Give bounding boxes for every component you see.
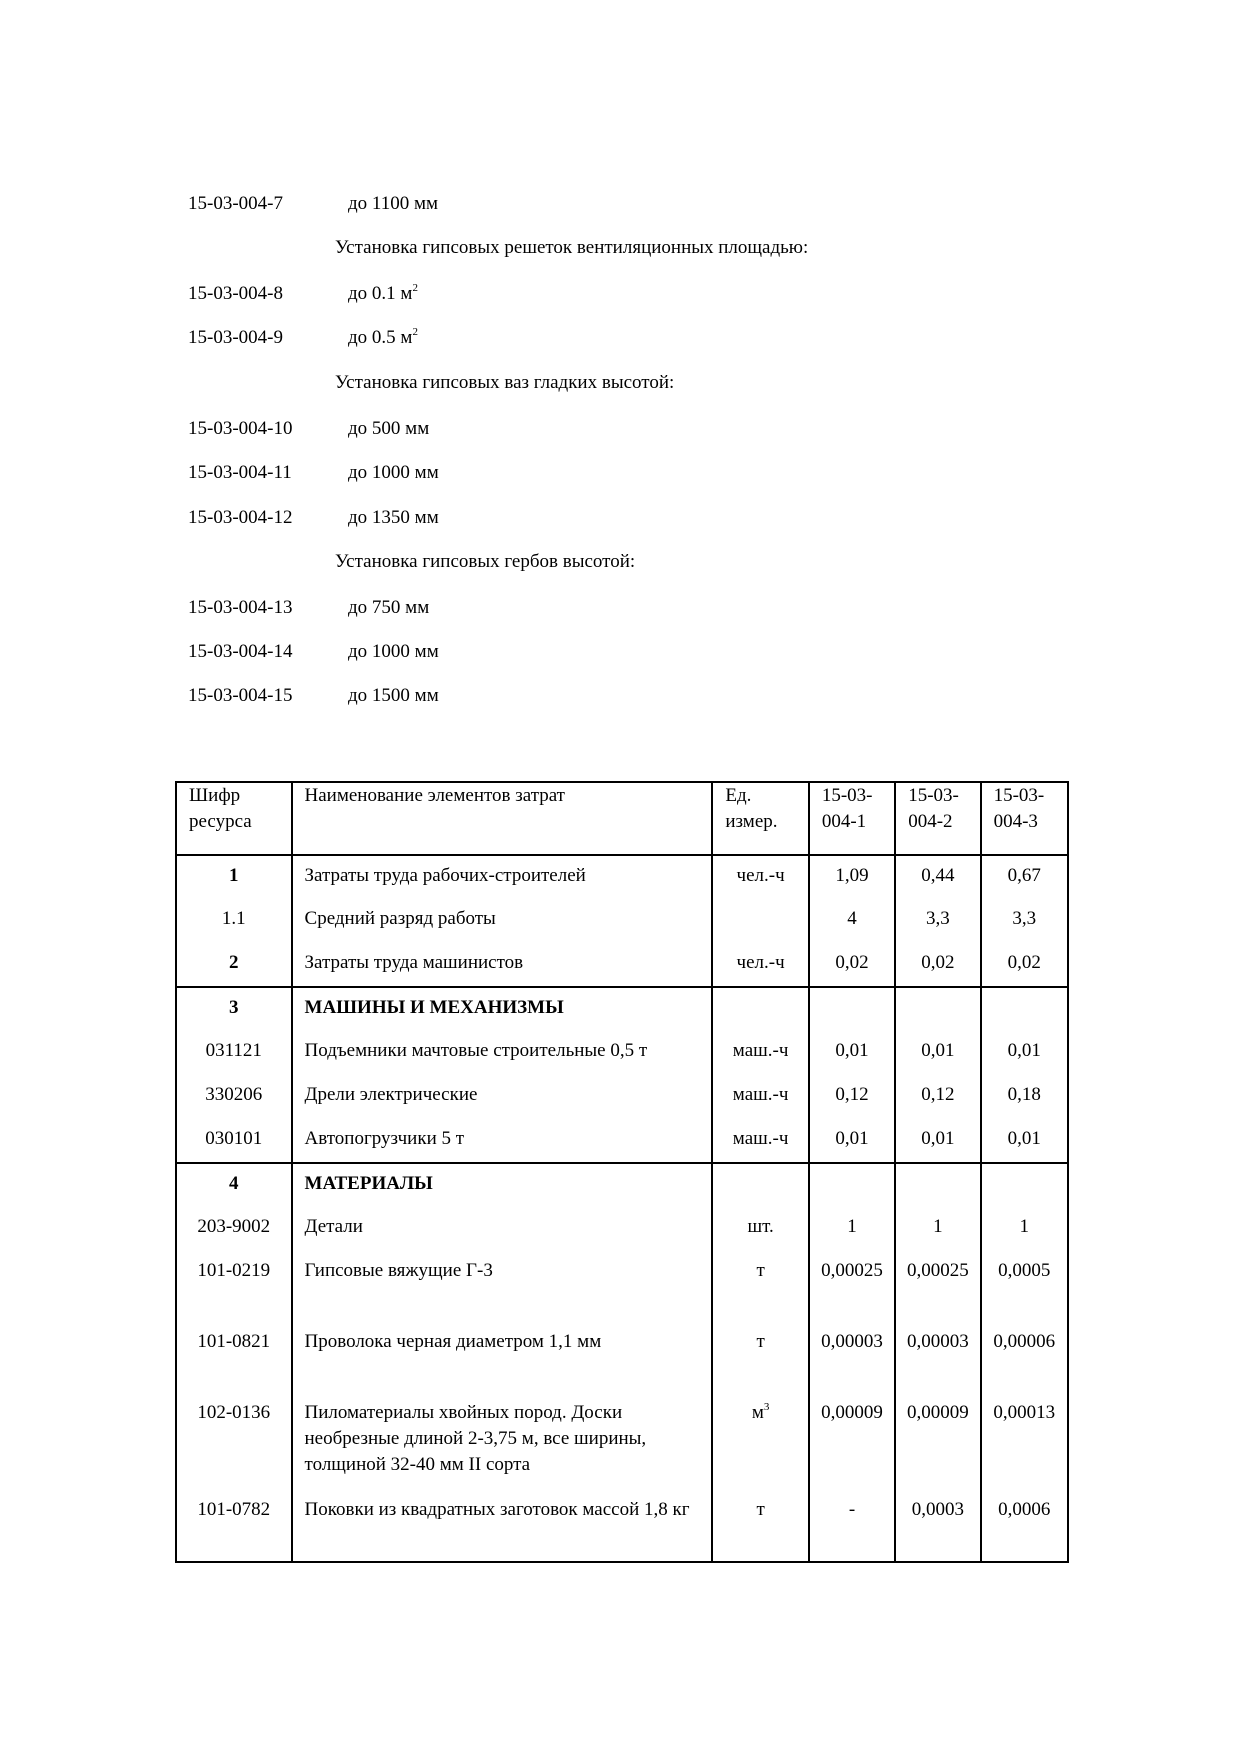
table-row [176, 855, 1068, 899]
item-code: 15-03-004-13 [188, 597, 293, 618]
value-cell [809, 1163, 895, 1207]
group-heading: Установка гипсовых гербов высотой: [335, 551, 636, 572]
resource-table [175, 781, 1069, 1563]
value-cell: 0,00009 [895, 1393, 980, 1490]
resource-code-cell: 101-0821 [176, 1322, 292, 1393]
resource-name-cell: Дрели электрические [292, 1075, 713, 1119]
resource-code-cell: 203-9002 [176, 1207, 292, 1251]
value-cell: 3,3 [981, 899, 1068, 943]
resource-code-cell: 2 [176, 943, 292, 987]
group-heading: Установка гипсовых ваз гладких высотой: [335, 372, 675, 393]
resource-name-cell: Детали [292, 1207, 713, 1251]
unit-cell: чел.-ч [712, 943, 808, 987]
value-cell [981, 1163, 1068, 1207]
resource-code-cell: 101-0219 [176, 1251, 292, 1322]
item-description [348, 597, 429, 619]
value-cell: 0,67 [981, 855, 1068, 899]
item-description-text: до 1500 мм [348, 685, 439, 706]
item-description-text: до 500 мм [348, 418, 430, 439]
value-cell: 0,0006 [981, 1490, 1068, 1562]
table-row [176, 1251, 1068, 1322]
resource-name-cell: Проволока черная диаметром 1,1 мм [292, 1322, 713, 1393]
resource-name-cell: Затраты труда рабочих-строителей [292, 855, 713, 899]
unit-cell: маш.-ч [712, 1119, 808, 1163]
table-header-cell: Шифр ресурса [176, 782, 292, 855]
unit-cell: т [712, 1490, 808, 1562]
unit-cell [712, 1393, 808, 1490]
item-description [348, 327, 418, 349]
unit-cell: маш.-ч [712, 1031, 808, 1075]
value-cell: 0,18 [981, 1075, 1068, 1119]
item-description-text: до 0.5 м [348, 327, 413, 348]
item-code: 15-03-004-7 [188, 193, 283, 214]
item-description [348, 641, 439, 663]
value-cell: 0,00013 [981, 1393, 1068, 1490]
resource-name-cell: Затраты труда машинистов [292, 943, 713, 987]
value-cell [895, 1163, 980, 1207]
unit-cell: т [712, 1322, 808, 1393]
item-code: 15-03-004-12 [188, 507, 293, 528]
value-cell: 0,02 [981, 943, 1068, 987]
value-cell: 0,01 [809, 1119, 895, 1163]
value-cell: 0,0003 [895, 1490, 980, 1562]
table-row [176, 943, 1068, 987]
value-cell: 1 [981, 1207, 1068, 1251]
resource-name-cell: Поковки из квадратных заготовок массой 1,8 кг [292, 1490, 713, 1562]
item-description-text: до 1350 мм [348, 507, 439, 528]
item-code: 15-03-004-14 [188, 641, 293, 662]
table-row [176, 1207, 1068, 1251]
resource-code-cell: 031121 [176, 1031, 292, 1075]
value-cell: 0,00009 [809, 1393, 895, 1490]
table-header-cell: 15-03-004-3 [981, 782, 1068, 855]
value-cell: 0,02 [809, 943, 895, 987]
value-cell [809, 987, 895, 1031]
resource-code-cell: 030101 [176, 1119, 292, 1163]
table-header-row [176, 782, 1068, 855]
resource-code-cell: 1 [176, 855, 292, 899]
resource-code-cell: 102-0136 [176, 1393, 292, 1490]
unit-superscript: 3 [763, 1401, 770, 1413]
resource-name-cell: Пиломатериалы хвойных пород. Доски необрезные длиной 2-3,75 м, все ширины, толщиной 32-40 мм II сорта [292, 1393, 713, 1490]
resource-name-cell: Автопогрузчики 5 т [292, 1119, 713, 1163]
item-code: 15-03-004-11 [188, 462, 292, 483]
value-cell: 0,44 [895, 855, 980, 899]
value-cell: 0,00025 [895, 1251, 980, 1322]
value-cell [895, 987, 980, 1031]
value-cell: 0,01 [981, 1119, 1068, 1163]
value-cell: 0,02 [895, 943, 980, 987]
resource-name-cell: МАТЕРИАЛЫ [292, 1163, 713, 1207]
group-heading: Установка гипсовых решеток вентиляционных площадью: [335, 237, 809, 258]
value-cell: 3,3 [895, 899, 980, 943]
item-description-text: до 1000 мм [348, 462, 439, 483]
item-description [348, 685, 439, 707]
unit-cell: шт. [712, 1207, 808, 1251]
resource-code-cell: 101-0782 [176, 1490, 292, 1562]
item-description [348, 462, 439, 484]
table-row [176, 1490, 1068, 1562]
resource-name-cell: Подъемники мачтовые строительные 0,5 т [292, 1031, 713, 1075]
value-cell [981, 987, 1068, 1031]
item-description-text: до 1000 мм [348, 641, 439, 662]
unit-cell: маш.-ч [712, 1075, 808, 1119]
resource-name-cell: Средний разряд работы [292, 899, 713, 943]
value-cell: 0,00025 [809, 1251, 895, 1322]
item-description-text: до 1100 мм [348, 193, 439, 214]
item-description [348, 418, 429, 440]
table-row [176, 1393, 1068, 1490]
value-cell: 0,00003 [895, 1322, 980, 1393]
item-description [348, 283, 418, 305]
item-description [348, 193, 438, 215]
value-cell: 1 [895, 1207, 980, 1251]
unit-text: м [751, 1402, 764, 1423]
table-row [176, 1075, 1068, 1119]
value-cell: 1 [809, 1207, 895, 1251]
value-cell: 0,01 [981, 1031, 1068, 1075]
table-header-cell: Наименование элементов затрат [292, 782, 713, 855]
table-header-cell: 15-03-004-2 [895, 782, 980, 855]
resource-code-cell: 1.1 [176, 899, 292, 943]
resource-code-cell: 330206 [176, 1075, 292, 1119]
resource-name-cell: МАШИНЫ И МЕХАНИЗМЫ [292, 987, 713, 1031]
item-description-text: до 0.1 м [348, 283, 413, 304]
value-cell: 0,00006 [981, 1322, 1068, 1393]
table-header-cell: Ед. измер. [712, 782, 808, 855]
value-cell: 0,12 [809, 1075, 895, 1119]
item-code: 15-03-004-9 [188, 327, 283, 348]
value-cell: 0,01 [895, 1119, 980, 1163]
item-code: 15-03-004-8 [188, 283, 283, 304]
resource-code-cell: 4 [176, 1163, 292, 1207]
resource-code-cell: 3 [176, 987, 292, 1031]
unit-cell [712, 1163, 808, 1207]
unit-superscript: 2 [412, 326, 418, 338]
item-description-text: до 750 мм [348, 597, 430, 618]
table-row [176, 1322, 1068, 1393]
value-cell: 4 [809, 899, 895, 943]
value-cell: 0,01 [895, 1031, 980, 1075]
unit-cell [712, 987, 808, 1031]
unit-cell: т [712, 1251, 808, 1322]
value-cell: 0,01 [809, 1031, 895, 1075]
item-code: 15-03-004-15 [188, 685, 293, 706]
table-header-cell: 15-03-004-1 [809, 782, 895, 855]
item-description [348, 507, 439, 529]
value-cell: - [809, 1490, 895, 1562]
unit-cell: чел.-ч [712, 855, 808, 899]
resource-name-cell: Гипсовые вяжущие Г-3 [292, 1251, 713, 1322]
value-cell: 0,12 [895, 1075, 980, 1119]
table-row [176, 1119, 1068, 1163]
table-row [176, 987, 1068, 1031]
unit-cell [712, 899, 808, 943]
table-row [176, 899, 1068, 943]
value-cell: 0,00003 [809, 1322, 895, 1393]
table-row [176, 1031, 1068, 1075]
value-cell: 0,0005 [981, 1251, 1068, 1322]
value-cell: 1,09 [809, 855, 895, 899]
item-code: 15-03-004-10 [188, 418, 293, 439]
unit-superscript: 2 [412, 282, 418, 294]
table-row [176, 1163, 1068, 1207]
